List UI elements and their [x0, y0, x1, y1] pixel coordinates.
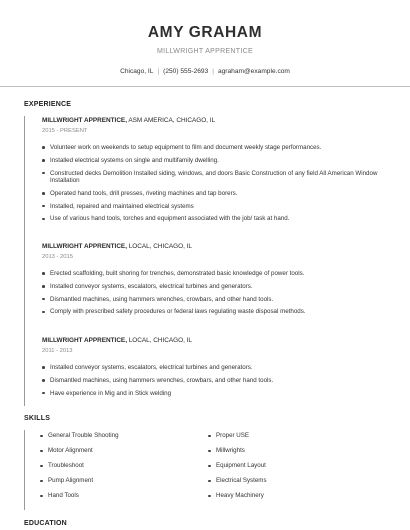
experience-side-rule: [24, 116, 25, 406]
section-skills-label: SKILLS: [24, 415, 51, 422]
job-bullets: [42, 144, 390, 223]
bullet-item: Have experience in Mig and in Stick welding: [42, 390, 390, 397]
contact-location: Chicago, IL: [120, 68, 154, 75]
job-dates: 2015 - PRESENT: [42, 128, 88, 134]
skill-item: Millwrights: [208, 447, 376, 455]
skills-side-rule: [24, 430, 25, 510]
skills-column-right: [208, 432, 376, 507]
job-heading: [42, 336, 390, 345]
candidate-title: MILLWRIGHT APPRENTICE: [157, 48, 253, 55]
job-entry-3: [42, 336, 390, 402]
bullet-item: Installed conveyor systems, escalators, electrical turbines and generators.: [42, 364, 390, 371]
contact-divider: |: [157, 68, 160, 75]
candidate-name: AMY GRAHAM: [147, 24, 263, 41]
bullet-item: Erected scaffolding, built shoring for trenches, demonstrated basic knowledge of power tools.: [42, 270, 390, 277]
skill-item: Troubleshoot: [40, 462, 208, 470]
resume-header: [0, 0, 410, 76]
job-company: LOCAL, CHICAGO, IL: [128, 243, 192, 250]
bullet-item: Volunteer work on weekends to setup equipment to film and document weekly stage performances.: [42, 144, 390, 151]
header-divider: [0, 86, 410, 87]
skill-item: Hand Tools: [40, 492, 208, 500]
job-heading: [42, 116, 390, 125]
job-bullets: [42, 270, 390, 316]
job-entry-2: [42, 242, 390, 321]
skill-item: Pump Alignment: [40, 477, 208, 485]
skills-list: [40, 432, 380, 507]
bullet-item: Operated hand tools, drill presses, riveting machines and tap borers.: [42, 190, 390, 197]
section-education-label: EDUCATION: [24, 520, 67, 527]
bullet-item: Constructed decks Demolition Installed siding, windows, and doors Basic Construction of any field All American Window Installation: [42, 170, 390, 185]
skill-item: General Trouble Shooting: [40, 432, 208, 440]
bullet-item: Installed conveyor systems, escalators, electrical turbines and generators.: [42, 283, 390, 290]
job-bullets: [42, 364, 390, 397]
contact-phone: (250) 555-2693: [163, 68, 209, 75]
skill-item: Electrical Systems: [208, 477, 376, 485]
skill-item: Proper USE: [208, 432, 376, 440]
contact-divider: |: [212, 68, 214, 75]
section-experience-label: EXPERIENCE: [24, 101, 72, 108]
contact-line: [0, 67, 410, 76]
job-heading: [42, 242, 390, 251]
bullet-item: Use of various hand tools, torches and equipment associated with the job/ task at hand.: [42, 215, 390, 222]
job-entry-1: [42, 116, 390, 228]
skills-column-left: [40, 432, 208, 507]
bullet-item: Comply with prescribed safety procedures or federal laws regulating waste disposal methods.: [42, 308, 390, 315]
job-dates: 2011 - 2013: [42, 348, 73, 354]
skill-item: Equipment Layout: [208, 462, 376, 470]
skill-item: Motor Alignment: [40, 447, 208, 455]
bullet-item: Dismantled machines, using hammers wrenches, crowbars, and other hand tools.: [42, 377, 390, 384]
job-title: MILLWRIGHT APPRENTICE,: [42, 117, 127, 124]
job-title: MILLWRIGHT APPRENTICE,: [42, 243, 127, 250]
job-company: LOCAL, CHICAGO, IL: [128, 337, 192, 344]
bullet-item: Installed, repaired and maintained electrical systems: [42, 203, 390, 210]
job-title: MILLWRIGHT APPRENTICE,: [42, 337, 127, 344]
job-dates: 2013 - 2015: [42, 254, 73, 260]
bullet-item: Dismantled machines, using hammers wrenches, crowbars, and other hand tools.: [42, 296, 390, 303]
job-company: ASM AMERICA, CHICAGO, IL: [128, 117, 216, 124]
bullet-item: Installed electrical systems on single and multifamily dwelling.: [42, 157, 390, 164]
contact-email[interactable]: agraham@example.com: [217, 68, 290, 75]
skill-item: Heavy Machinery: [208, 492, 376, 500]
